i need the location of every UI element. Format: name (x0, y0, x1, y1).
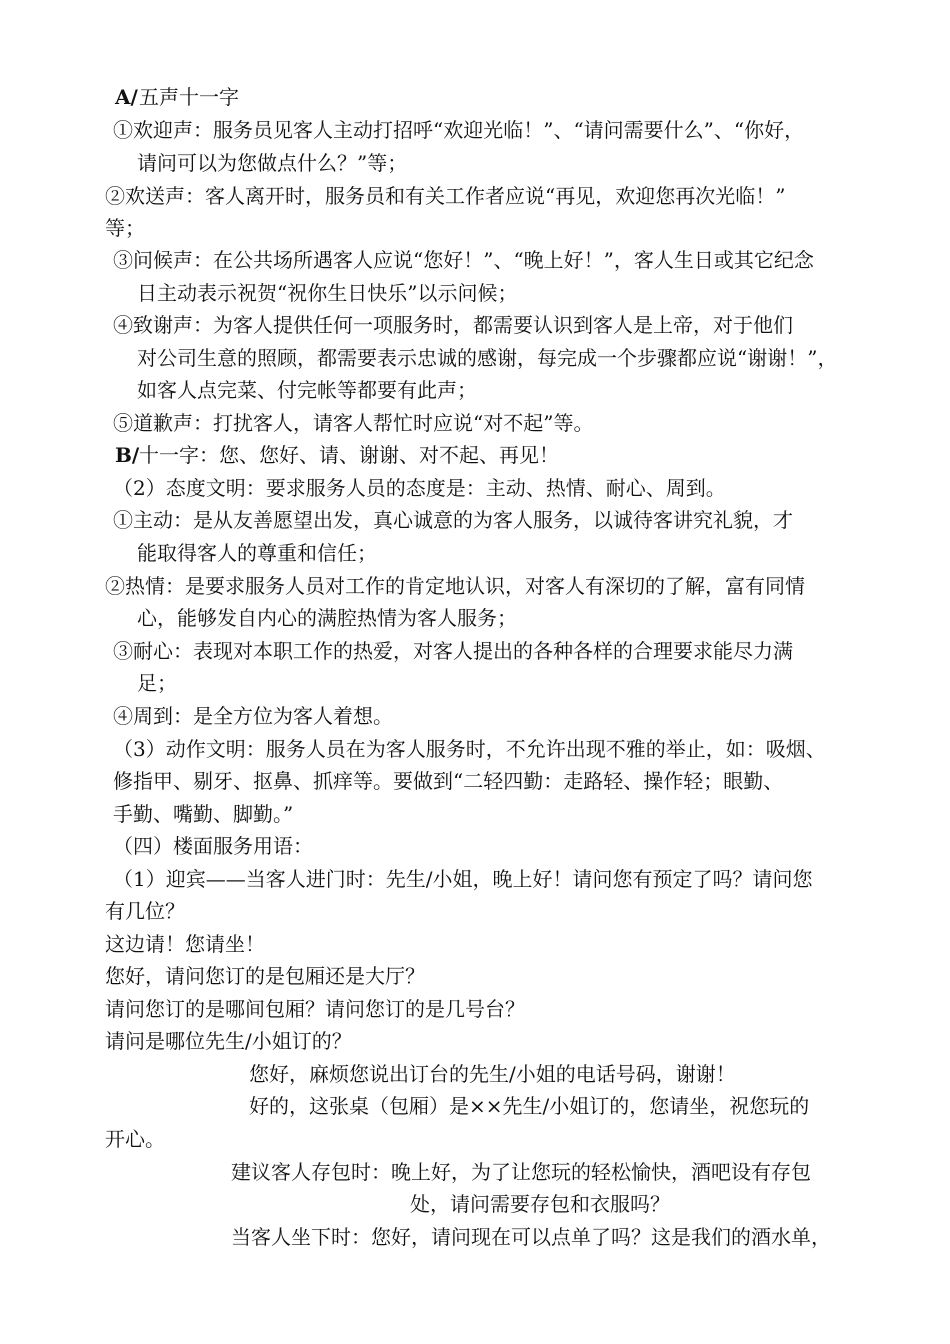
text-line: 请问可以为您做点什么？”等； (137, 151, 408, 175)
text-line: 日主动表示祝贺“祝你生日快乐”以示问候； (137, 281, 518, 305)
text-line: 您好，请问您订的是包厢还是大厅？ (105, 964, 425, 988)
text-line: 等； (105, 216, 145, 240)
text-line: 开心。 (105, 1127, 165, 1151)
text-line: ④致谢声：为客人提供任何一项服务时，都需要认识到客人是上帝，对于他们 (113, 313, 793, 337)
text-line: （3）动作文明：服务人员在为客人服务时，不允许出现不雅的举止，如：吸烟、 (113, 737, 826, 761)
text-line: ①欢迎声：服务员见客人主动打招呼“欢迎光临！”、“请问需要什么”、“你好， (113, 118, 805, 142)
text-line: ⑤道歉声：打扰客人，请客人帮忙时应说“对不起”等。 (113, 411, 594, 435)
text-line: ③耐心：表现对本职工作的热爱，对客人提出的各种各样的合理要求能尽力满 (113, 639, 793, 663)
text-line: 好的，这张桌（包厢）是××先生/小姐订的，您请坐，祝您玩的 (249, 1094, 810, 1118)
text-line: 这边请！您请坐！ (105, 932, 265, 956)
text-line: 能取得客人的尊重和信任； (137, 541, 377, 565)
section-marker-a: A/ (115, 85, 138, 109)
text-line: 心，能够发自内心的满腔热情为客人服务； (137, 606, 517, 630)
text-line: 对公司生意的照顾，都需要表示忠诚的感谢，每完成一个步骤都应说“谢谢！”， (137, 346, 838, 370)
text-line: 足； (137, 671, 177, 695)
text-line: ②热情：是要求服务人员对工作的肯定地认识，对客人有深切的了解，富有同情 (105, 574, 805, 598)
text-line: ②欢送声：客人离开时，服务员和有关工作者应说“再见，欢迎您再次光临！” (105, 184, 786, 208)
text-line: 如客人点完菜、付完帐等都要有此声； (137, 378, 477, 402)
text-line: 建议客人存包时：晚上好，为了让您玩的轻松愉快，酒吧设有存包 (231, 1160, 811, 1184)
text-line: 修指甲、剔牙、抠鼻、抓痒等。要做到“二轻四勤：走路轻、操作轻；眼勤、 (113, 769, 784, 793)
text-line: 您好，麻烦您说出订台的先生/小姐的电话号码，谢谢！ (249, 1062, 736, 1086)
text-line: 处，请问需要存包和衣服吗？ (410, 1192, 670, 1216)
text-line: 请问是哪位先生/小姐订的？ (105, 1029, 352, 1053)
text-line: 当客人坐下时：您好，请问现在可以点单了吗？这是我们的酒水单， (231, 1225, 831, 1249)
text-line: ③问候声：在公共场所遇客人应说“您好！”、“晚上好！”，客人生日或其它纪念 (113, 248, 814, 272)
text-line: （1）迎宾——当客人进门时：先生/小姐，晚上好！请问您有预定了吗？请问您 (113, 867, 813, 891)
text-line: ①主动：是从友善愿望出发，真心诚意的为客人服务，以诚待客讲究礼貌，才 (113, 508, 793, 532)
section-heading: （四）楼面服务用语： (113, 834, 313, 858)
text-line: （2）态度文明：要求服务人员的态度是：主动、热情、耐心、周到。 (113, 476, 726, 500)
section-marker-b: B/ (115, 443, 140, 467)
text-line: ④周到：是全方位为客人着想。 (113, 704, 393, 728)
text-line: 十一字：您、您好、请、谢谢、对不起、再见！ (139, 443, 559, 467)
text-line: 手勤、嘴勤、脚勤。” (113, 802, 294, 826)
section-heading: 五声十一字 (139, 85, 239, 109)
text-line: 有几位？ (105, 899, 185, 923)
text-line: 请问您订的是哪间包厢？请问您订的是几号台？ (105, 997, 525, 1021)
